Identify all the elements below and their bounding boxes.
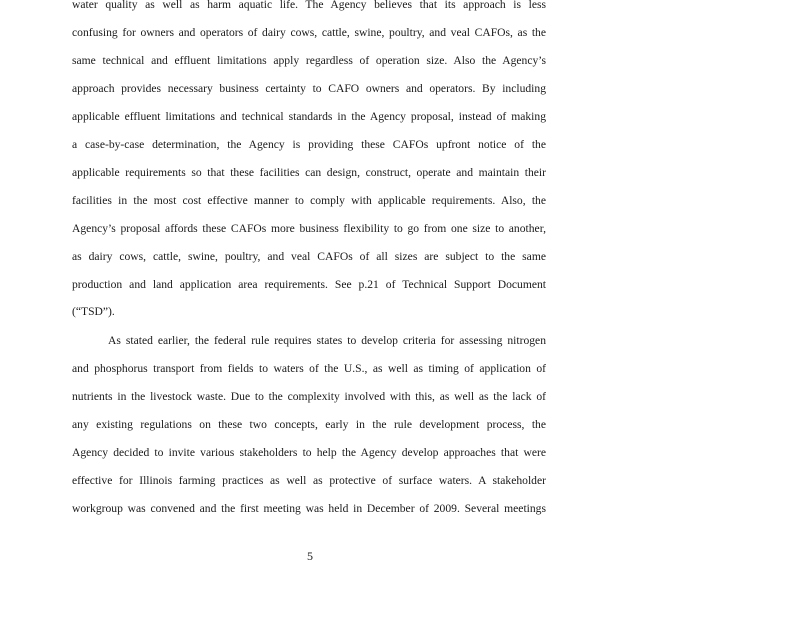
text-line: Agency’s proposal affords these CAFOs more business flexibility to go from one size to another, <box>72 222 546 235</box>
text-line: (“TSD”). <box>72 305 115 318</box>
text-line: effective for Illinois farming practices as well as protective of surface waters. A stakeholder <box>72 474 546 487</box>
text-line: as dairy cows, cattle, swine, poultry, and veal CAFOs of all sizes are subject to the same <box>72 250 546 263</box>
text-line: facilities in the most cost effective manner to comply with applicable requirements. Also, the <box>72 194 546 207</box>
text-line: applicable effluent limitations and technical standards in the Agency proposal, instead of making <box>72 110 546 123</box>
text-line: and phosphorus transport from fields to waters of the U.S., as well as timing of application of <box>72 362 546 375</box>
text-line: approach provides necessary business certainty to CAFO owners and operators. By including <box>72 82 546 95</box>
text-line: confusing for owners and operators of dairy cows, cattle, swine, poultry, and veal CAFOs, as the <box>72 26 546 39</box>
text-line: nutrients in the livestock waste. Due to the complexity involved with this, as well as the lack of <box>72 390 546 403</box>
text-line: any existing regulations on these two concepts, early in the rule development process, the <box>72 418 546 431</box>
text-line: same technical and effluent limitations apply regardless of operation size. Also the Agency’s <box>72 54 546 67</box>
text-line: As stated earlier, the federal rule requires states to develop criteria for assessing nitrogen <box>108 334 546 347</box>
text-line: production and land application area requirements. See p.21 of Technical Support Document <box>72 278 546 291</box>
text-line: a case-by-case determination, the Agency is providing these CAFOs upfront notice of the <box>72 138 546 151</box>
text-line: workgroup was convened and the first meeting was held in December of 2009. Several meetings <box>72 502 546 515</box>
text-line: water quality as well as harm aquatic life. The Agency believes that its approach is less <box>72 0 546 11</box>
text-line: Agency decided to invite various stakeholders to help the Agency develop approaches that were <box>72 446 546 459</box>
text-line: applicable requirements so that these facilities can design, construct, operate and maintain their <box>72 166 546 179</box>
page-number: 5 <box>307 549 313 563</box>
